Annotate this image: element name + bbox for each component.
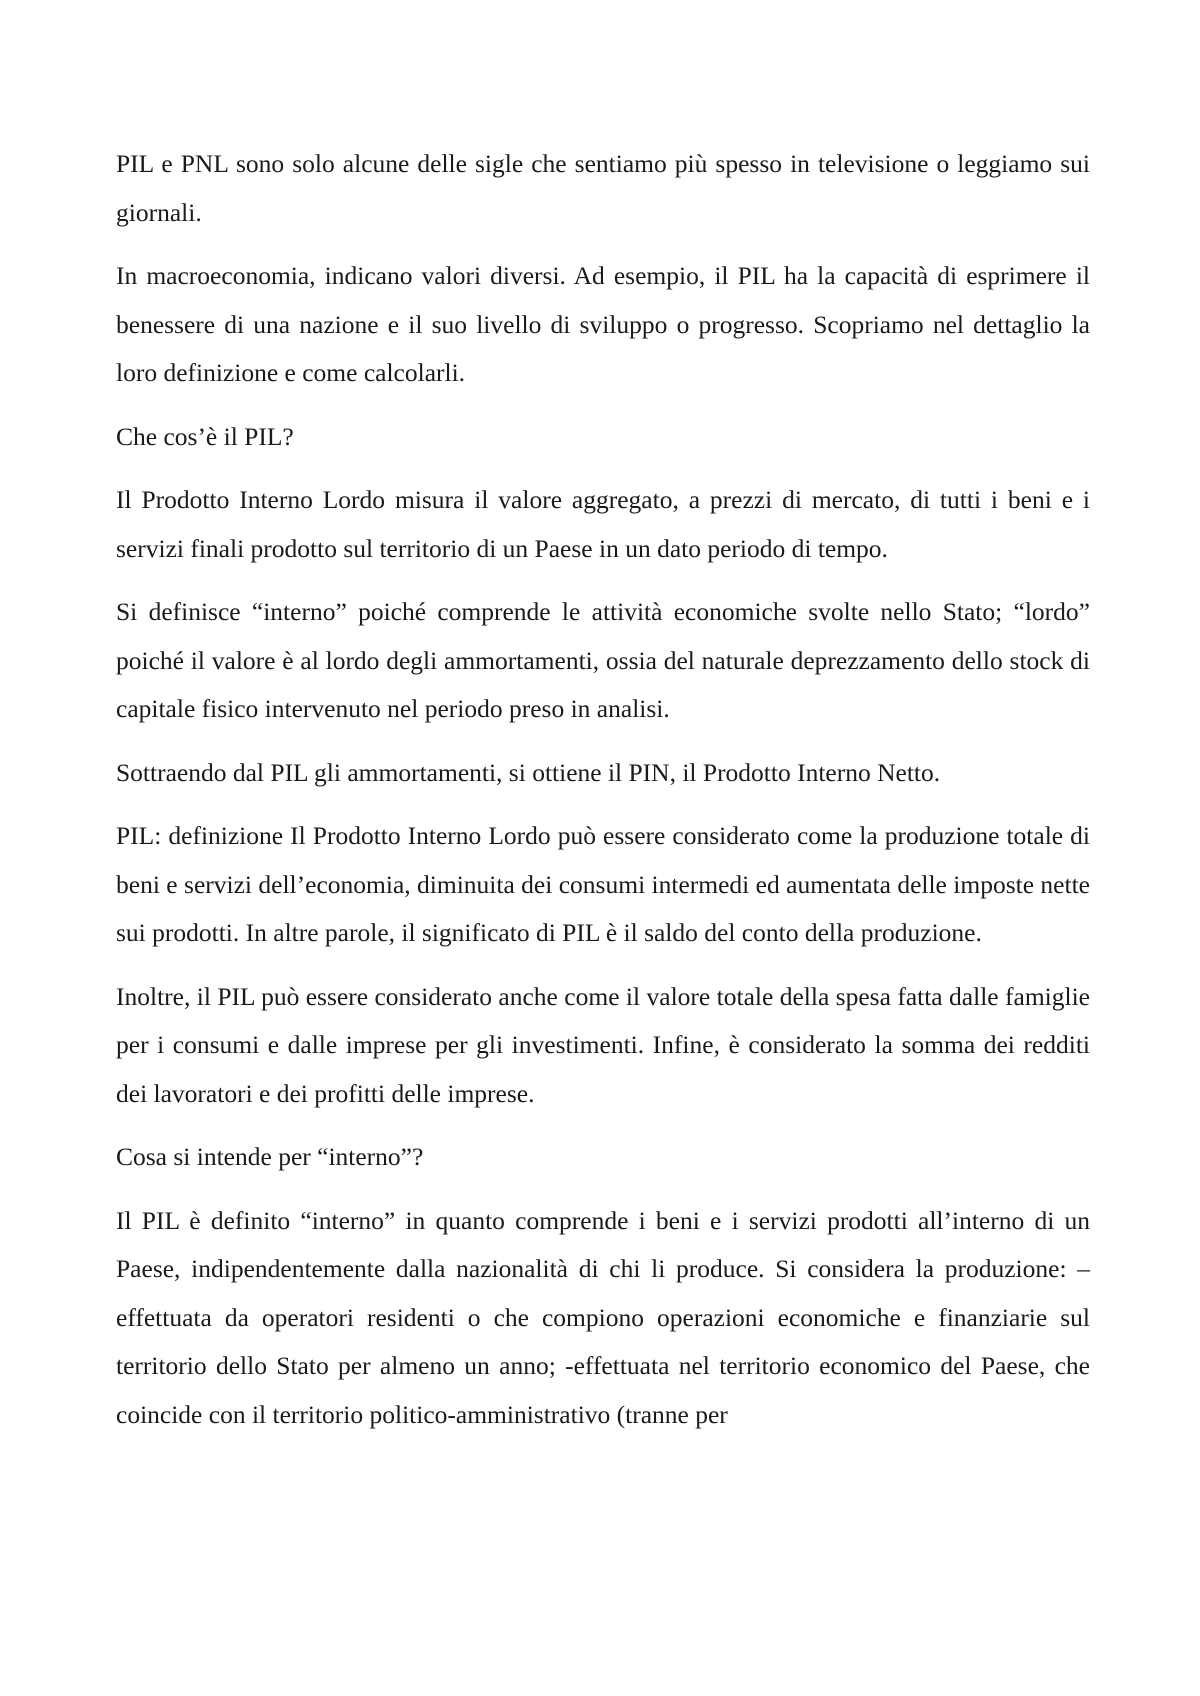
- paragraph-pil-produzione: PIL: definizione Il Prodotto Interno Lordo può essere considerato come la produzione totale di beni e servizi dell’economia, diminuita dei consumi intermedi ed aumentata delle imposte nette sui prodotti. In altre parole, il significato di PIL è il saldo del conto della produzione.: [116, 821, 1090, 947]
- paragraph-pil-definition: Il Prodotto Interno Lordo misura il valore aggregato, a prezzi di mercato, di tutti i beni e i servizi finali prodotto sul territorio di un Paese in un dato periodo di tempo.: [116, 485, 1090, 563]
- paragraph-interno-lordo: Si definisce “interno” poiché comprende le attività economiche svolte nello Stato; “lordo” poiché il valore è al lordo degli ammortamenti, ossia del naturale deprezzamento dello stock di capitale fisico intervenuto nel periodo preso in analisi.: [116, 597, 1090, 723]
- paragraph-macroeconomia: In macroeconomia, indicano valori diversi. Ad esempio, il PIL ha la capacità di esprimere il benessere di una nazione e il suo livello di sviluppo o progresso. Scopriamo nel dettaglio la loro definizione e come calcolarli.: [116, 261, 1090, 387]
- paragraph-pil-interno: Il PIL è definito “interno” in quanto comprende i beni e i servizi prodotti all’interno di un Paese, indipendentemente dalla nazionalità di chi li produce. Si considera la produzione: – effettuata da operatori residenti o che compiono operazioni economiche e finanziarie sul territorio dello Stato per almeno un anno; -effettuata nel territorio economico del Paese, che coincide con il territorio politico-amministrativo (tranne per: [116, 1205, 1090, 1429]
- paragraph-intro: PIL e PNL sono solo alcune delle sigle che sentiamo più spesso in televisione o leggiamo sui giornali.: [116, 149, 1090, 227]
- paragraph-pin: Sottraendo dal PIL gli ammortamenti, si ottiene il PIN, il Prodotto Interno Netto.: [116, 757, 941, 787]
- document-body: [116, 140, 1090, 1454]
- heading-cosa-si-intende-per-interno: Cosa si intende per “interno”?: [116, 1142, 424, 1171]
- heading-che-cos-e-il-pil: Che cos’è il PIL?: [116, 421, 294, 451]
- paragraph-pil-spesa: Inoltre, il PIL può essere considerato anche come il valore totale della spesa fatta dalle famiglie per i consumi e dalle imprese per gli investimenti. Infine, è considerato la somma dei redditi dei lavoratori e dei profitti delle imprese.: [116, 981, 1090, 1108]
